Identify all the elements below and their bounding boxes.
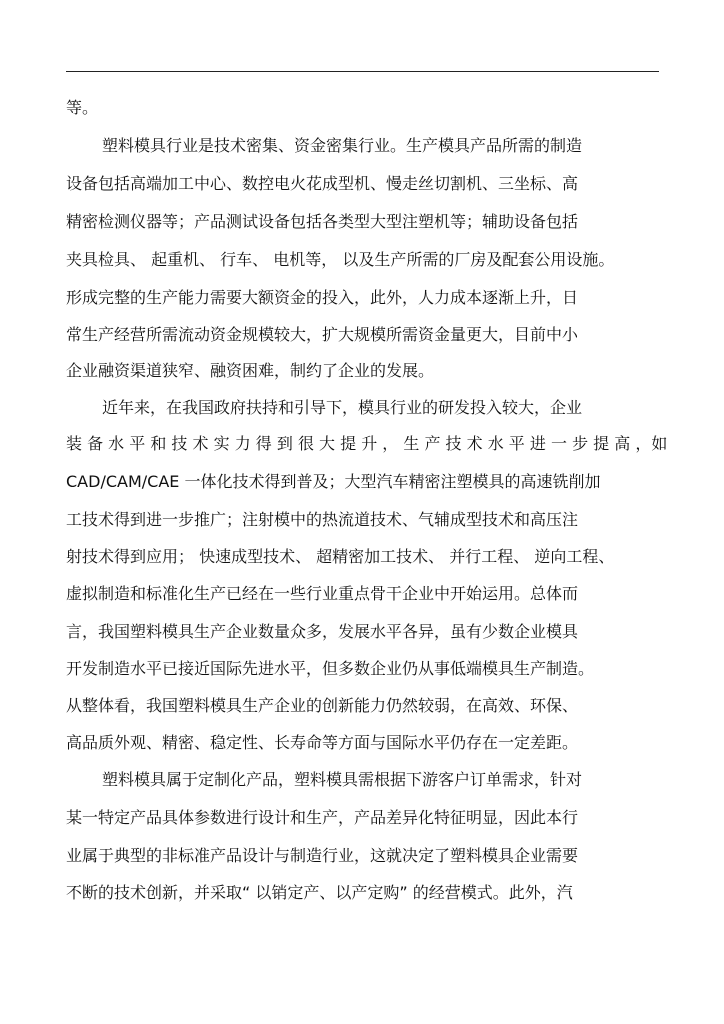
paragraph-line: 设备包括高端加工中心、数控电火花成型机、慢走丝切割机、三坐标、高 — [66, 174, 579, 193]
paragraph-line: 从整体看，我国塑料模具生产企业的创新能力仍然较弱，在高效、环保、 — [66, 696, 579, 715]
paragraph-line: 夹具检具、 起重机、 行车、 电机等， 以及生产所需的厂房及配套公用设施。 — [66, 250, 615, 269]
paragraph-line: 言，我国塑料模具生产企业数量众多，发展水平各异，虽有少数企业模具 — [66, 622, 579, 641]
paragraph-line: 工技术得到进一步推广；注射模中的热流道技术、气辅成型技术和高压注 — [66, 510, 579, 529]
paragraph-line: 装 备 水 平 和 技 术 实 力 得 到 很 大 提 升 ， 生 产 技 术 水 平 进 一 步 提 高 ，如 — [66, 434, 668, 453]
paragraph-line: 企业融资渠道狭窄、融资困难，制约了企业的发展。 — [66, 361, 435, 380]
paragraph-line: 塑料模具属于定制化产品，塑料模具需根据下游客户订单需求，针对 — [102, 770, 583, 789]
paragraph-line: 业属于典型的非标准产品设计与制造行业，这就决定了塑料模具企业需要 — [66, 846, 579, 865]
paragraph-line: 近年来，在我国政府扶持和引导下，模具行业的研发投入较大，企业 — [102, 398, 583, 417]
paragraph-line: 形成完整的生产能力需要大额资金的投入，此外，人力成本逐渐上升，日 — [66, 288, 579, 307]
paragraph-line: 常生产经营所需流动资金规模较大，扩大规模所需资金量更大，目前中小 — [66, 325, 579, 344]
paragraph-line: 等。 — [66, 98, 99, 117]
paragraph-line: 不断的技术创新，并采取“ 以销定产、以产定购” 的经营模式。此外，汽 — [66, 883, 573, 902]
header-rule — [66, 71, 659, 72]
paragraph-line: 虚拟制造和标准化生产已经在一些行业重点骨干企业中开始运用。总体而 — [66, 584, 579, 603]
paragraph-line: CAD/CAM/CAE 一体化技术得到普及；大型汽车精密注塑模具的高速铣削加 — [66, 472, 601, 491]
paragraph-line: 开发制造水平已接近国际先进水平，但多数企业仍从事低端模具生产制造。 — [66, 659, 595, 678]
paragraph-line: 高品质外观、精密、稳定性、长寿命等方面与国际水平仍存在一定差距。 — [66, 733, 579, 752]
paragraph-line: 精密检测仪器等；产品测试设备包括各类型大型注塑机等；辅助设备包括 — [66, 212, 579, 231]
paragraph-line: 塑料模具行业是技术密集、资金密集行业。生产模具产品所需的制造 — [102, 136, 583, 155]
paragraph-line: 某一特定产品具体参数进行设计和生产，产品差异化特征明显，因此本行 — [66, 808, 579, 827]
paragraph-line: 射技术得到应用； 快速成型技术、 超精密加工技术、 并行工程、 逆向工程、 — [66, 547, 615, 566]
